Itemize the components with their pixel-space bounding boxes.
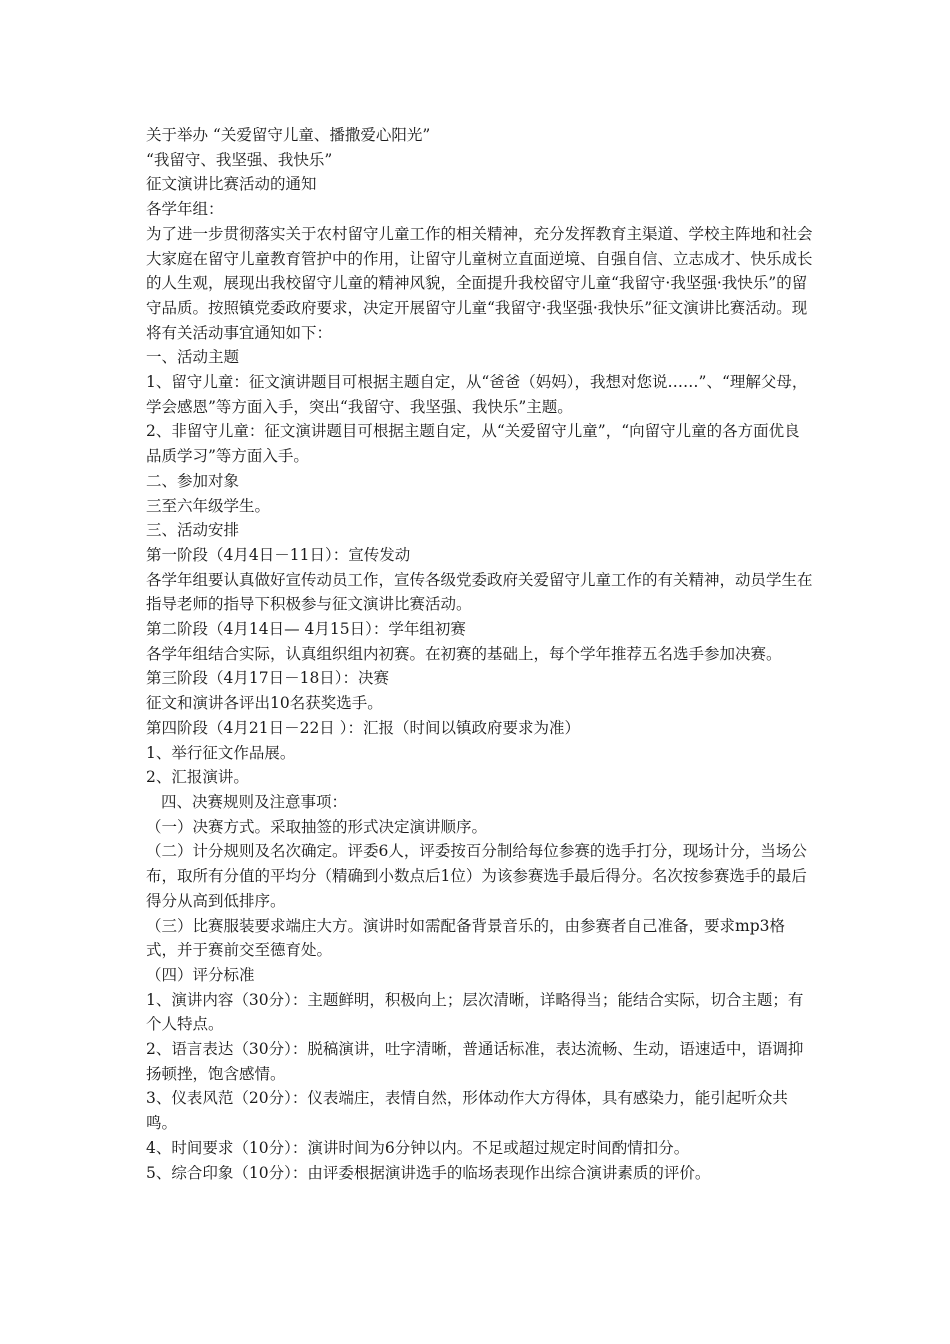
- paragraph: 1、留守儿童：征文演讲题目可根据主题自定，从“爸爸（妈妈），我想对您说……”、“理解父母，学会感恩”等方面入手，突出“我留守、我坚强、我快乐”主题。: [146, 373, 808, 416]
- title-line-2: “我留守、我坚强、我快乐”: [146, 150, 333, 169]
- rule-item: （四）评分标准: [146, 965, 255, 984]
- list-item: 1、举行征文作品展。: [146, 743, 296, 762]
- title-line-3: 征文演讲比赛活动的通知: [146, 175, 317, 194]
- title-line-1: 关于举办 “关爱留守儿童、播撒爱心阳光”: [146, 126, 431, 144]
- section-heading: 四、决赛规则及注意事项：: [161, 792, 348, 811]
- paragraph: 三至六年级学生。: [146, 496, 271, 515]
- stage-heading: 第四阶段（4月21日－22日 ）：汇报（时间以镇政府要求为准）: [146, 718, 580, 737]
- criteria-item: 4、时间要求（10分）：演讲时间为6分钟以内。不足或超过规定时间酌情扣分。: [146, 1138, 690, 1157]
- stage-heading: 第一阶段（4月4日－11日）：宣传发动: [146, 545, 411, 564]
- criteria-item: 3、仪表风范（20分）：仪表端庄，表情自然，形体动作大方得体，具有感染力，能引起听众共鸣。: [146, 1089, 788, 1133]
- rule-item: （三）比赛服装要求端庄大方。演讲时如需配备背景音乐的，由参赛者自己准备，要求mp3格式，并于赛前交至德育处。: [146, 916, 785, 960]
- criteria-item: 2、语言表达（30分）：脱稿演讲，吐字清晰，普通话标准，表达流畅、生动，语速适中，语调抑扬顿挫，饱含感情。: [146, 1040, 804, 1083]
- section-heading: 三、活动安排: [146, 521, 240, 540]
- section-heading: 一、活动主题: [146, 348, 240, 367]
- section-heading: 二、参加对象: [146, 471, 240, 490]
- salutation: 各学年组：: [146, 200, 224, 219]
- rule-item: （二）计分规则及名次确定。评委6人，评委按百分制给每位参赛的选手打分，现场计分，当场公布，取所有分值的平均分（精确到小数点后1位）为该参赛选手最后得分。名次按参赛选手的最后得分从高到低排序。: [146, 842, 807, 910]
- list-item: 2、汇报演讲。: [146, 768, 249, 787]
- criteria-item: 5、综合印象（10分）：由评委根据演讲选手的临场表现作出综合演讲素质的评价。: [146, 1163, 711, 1182]
- stage-heading: 第二阶段（4月14日— 4月15日）：学年组初赛: [146, 620, 466, 639]
- intro-paragraph: 为了进一步贯彻落实关于农村留守儿童工作的相关精神，充分发挥教育主渠道、学校主阵地和社会大家庭在留守儿童教育管护中的作用，让留守儿童树立直面逆境、自强自信、立志成才、快乐成长的人生观，展现出我校留守儿童的精神风貌，全面提升我校留守儿童“我留守·我坚强·我快乐”的留守品质。按照镇党委政府要求，决定开展留守儿童“我留守·我坚强·我快乐”征文演讲比赛活动。现将有关活动事宜通知如下：: [146, 224, 813, 342]
- stage-heading: 第三阶段（4月17日－18日）：决赛: [146, 669, 390, 688]
- criteria-item: 1、演讲内容（30分）：主题鲜明，积极向上；层次清晰，详略得当；能结合实际，切合主题；有个人特点。: [146, 990, 804, 1034]
- paragraph: 各学年组结合实际，认真组织组内初赛。在初赛的基础上，每个学年推荐五名选手参加决赛。: [146, 644, 782, 663]
- paragraph: 征文和演讲各评出10名获奖选手。: [146, 694, 383, 713]
- paragraph: 2、非留守儿童：征文演讲题目可根据主题自定，从“关爱留守儿童”，“向留守儿童的各方面优良品质学习”等方面入手。: [146, 422, 800, 466]
- rule-item: （一）决赛方式。采取抽签的形式决定演讲顺序。: [146, 817, 488, 836]
- paragraph: 各学年组要认真做好宣传动员工作，宣传各级党委政府关爱留守儿童工作的有关精神，动员学生在指导老师的指导下积极参与征文演讲比赛活动。: [146, 570, 813, 614]
- document-body: [146, 123, 814, 1185]
